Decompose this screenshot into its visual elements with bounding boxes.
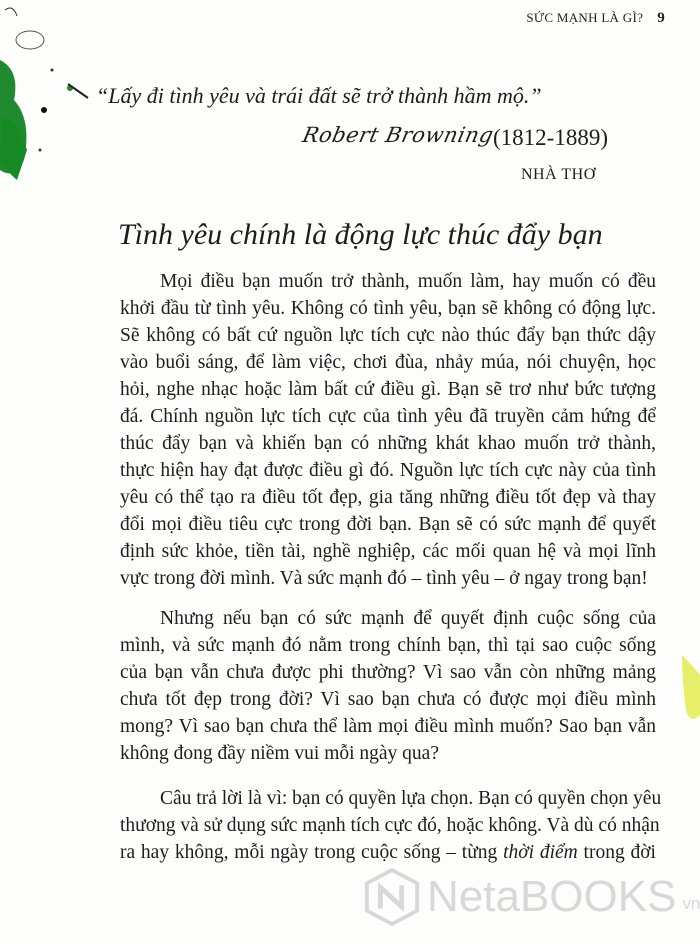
text-line: thực hiện hay đạt được điều gì đó. Nguồn lực tích cực này của tình [120,460,656,481]
chapter-title: SỨC MẠNH LÀ GÌ? [526,10,644,25]
quote-author-years: (1812-1889) [493,125,608,150]
text-line: khởi đầu từ tình yêu. Không có tình yêu, bạn sẽ không có động lực. [120,298,656,319]
text-line: hỏi, nghe nhạc hoặc làm bất cứ điều gì. Bạn sẽ trơ như bức tượng [120,379,656,400]
text-line: Mọi điều bạn muốn trở thành, muốn làm, hay muốn có đều [160,271,656,292]
text-line: yêu có thể tạo ra điều tốt đẹp, gia tăng những điều tốt đẹp và thay [120,487,656,508]
watermark [363,868,700,926]
text-line: thúc đẩy bạn và khiến bạn có những khát khao muốn trở thành, [120,433,656,454]
text-segment: trong đời [577,842,656,863]
text-line: đá. Chính nguồn lực tích cực của tình yêu đã truyền cảm hứng để [120,406,656,427]
text-line: chưa tốt đẹp trong đời? Vì sao bạn chưa có được mọi điều mình [120,689,656,710]
text-segment: ra hay không, mỗi ngày trong cuộc sống – từng [120,842,504,863]
text-line: Nhưng nếu bạn có sức mạnh để quyết định cuộc sống của [160,608,656,629]
quote-author-role: NHÀ THƠ [521,166,596,183]
watermark-brand: NetaBOOKS [427,872,677,921]
text-line: Câu trả lời là vì: bạn có quyền lựa chọn. Bạn có quyền chọn yêu [160,788,662,809]
emphasized-text: thời điểm [503,842,578,863]
text-line: vực trong đời mình. Và sức mạnh đó – tình yêu – ở ngay trong bạn! [120,568,648,589]
netabooks-logo-icon [363,868,421,926]
text-line: Sẽ không có bất cứ nguồn lực tích cực nào thúc đẩy bạn thức dậy [120,325,656,346]
text-line: thương và sử dụng sức mạnh tích cực đó, hoặc không. Và dù có nhận [120,815,660,836]
quote-author-signature: Robert Browning [300,123,496,147]
text-line [120,839,656,866]
watermark-suffix: vn [682,894,700,913]
running-head [526,10,665,27]
text-line: không đong đầy niềm vui mỗi ngày qua? [120,743,439,764]
text-line: mình, và sức mạnh đó nằm trong chính bạn, thì tại sao cuộc sống [120,635,656,656]
text-line: định sức khỏe, tiền tài, nghề nghiệp, các mối quan hệ và mọi lĩnh [120,541,656,562]
paragraph-1 [120,268,656,592]
text-line: đổi mọi điều tiêu cực trong đời bạn. Bạn sẽ có sức mạnh để quyết [120,514,656,535]
yellow-paint-splash [670,650,700,740]
section-heading: Tình yêu chính là động lực thúc đẩy bạn [118,218,603,251]
page-number: 9 [657,10,665,26]
paragraph-2 [120,605,656,767]
text-line: của bạn vẫn chưa được phi thường? Vì sao vẫn còn những mảng [120,662,656,683]
epigraph-quote: “Lấy đi tình yêu và trái đất sẽ trở thành hầm mộ.” [96,83,542,108]
text-line: vào buổi sáng, để làm việc, chơi đùa, nhảy múa, nói chuyện, học [120,352,656,373]
paragraph-3 [120,785,662,866]
text-line: mong? Vì sao bạn chưa thể làm mọi điều mình muốn? Sao bạn vẫn [120,716,656,737]
